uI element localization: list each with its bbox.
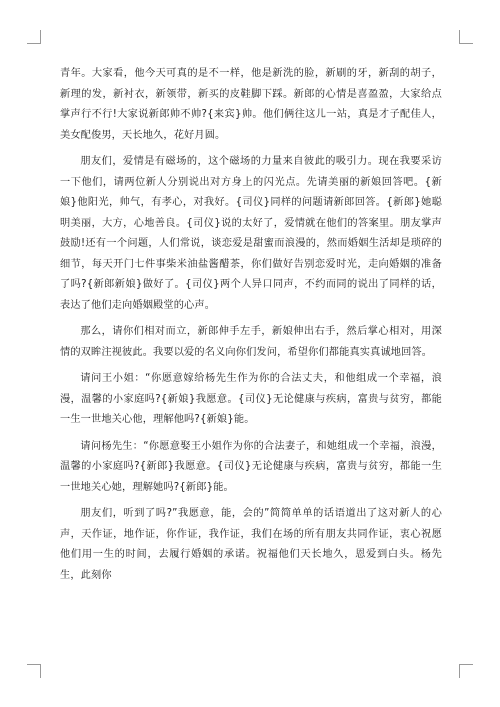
crop-mark-bottom-left: [27, 664, 41, 678]
paragraph-5: 请问杨先生：“你愿意娶王小姐作为你的合法妻子，和她组成一个幸福，浪漫，温馨的小家庭吗?{新郎}我愿意。{司仪}无论健康与疾病，富贵与贫穷，都能一生一世地关心她，理解她吗?{新郎}能。: [60, 440, 442, 493]
crop-mark-top-left: [27, 30, 41, 44]
paragraph-2: 朋友们，爱情是有磁场的，这个磁场的力量来自彼此的吸引力。现在我要采访一下他们，请两位新人分别说出对方身上的闪光点。先请美丽的新娘回答吧。{新娘}他阳光，帅气，有孝心，对我好。{司仪}同样的问题请新郎回答。{新郎}她聪明美丽，大方，心地善良。{司仪}说的太好了，爱情就在他们的答案里。朋友掌声鼓励!还有一个问题，人们常说，谈恋爱是甜蜜而浪漫的，然而婚姻生活却是琐碎的细节，每天开门七件事柴米油盐酱醋茶，你们做好告别恋爱时光，走向婚姻的准备了吗?{新郎新娘}做好了。{司仪}两个人异口同声，不约而同的说出了同样的话，表达了他们走向婚姻殿堂的心声。: [60, 156, 442, 311]
paragraph-6: 朋友们，听到了吗?”我愿意，能，会的”简简单单的话语道出了这对新人的心声，天作证，地作证，你作证，我作证，我们在场的所有朋友共同作证，衷心祝愿他们用一生的时间，去履行婚姻的承诺。祝福他们天长地久，恩爱到白头。杨先生，此刻你: [60, 508, 442, 581]
paragraph-3: 那么，请你们相对而立，新郎伸手左手，新娘伸出右手，然后掌心相对，用深情的双眸注视彼此。我要以爱的名义向你们发问，希望你们都能真实真诚地回答。: [60, 326, 442, 358]
paragraph-1: 青年。大家看，他今天可真的是不一样，他是新洗的脸，新刷的牙，新刮的胡子，新理的发，新衬衣，新领带，新买的皮鞋脚下踩。新郎的心情是喜盈盈，大家给点掌声行不行!大家说新郎帅不帅?{来宾}帅。他们俩往这儿一站，真是才子配佳人，美女配俊男，天长地久，花好月圆。: [60, 68, 442, 141]
crop-mark-bottom-right: [459, 664, 473, 678]
document-body: [60, 64, 442, 592]
paragraph-4: 请问王小姐：“你愿意嫁给杨先生作为你的合法丈夫，和他组成一个幸福，浪漫，温馨的小家庭吗?{新娘}我愿意。{司仪}无论健康与疾病，富贵与贫穷，都能一生一世地关心他，理解他吗?{新娘}能。: [60, 373, 442, 425]
crop-mark-top-right: [459, 30, 473, 44]
